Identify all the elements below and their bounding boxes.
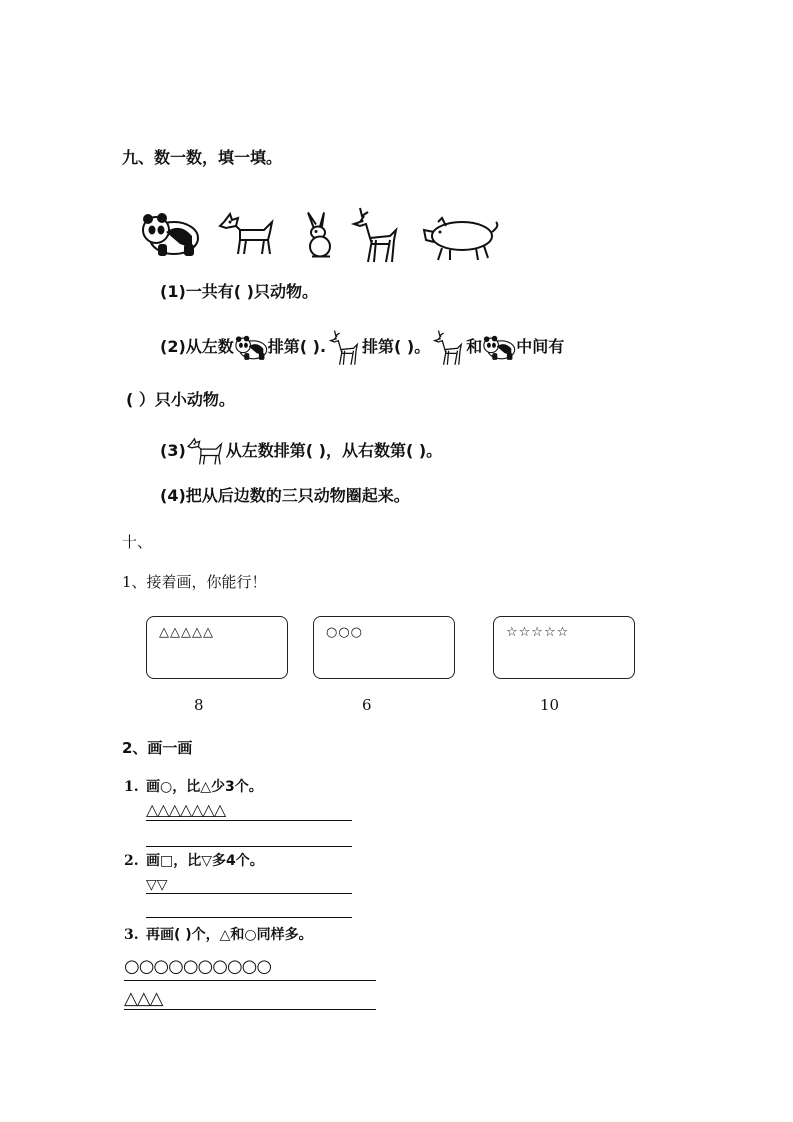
box-shapes: ☆☆☆☆☆ xyxy=(506,625,570,640)
question-4: (4)把从后边数的三只动物圈起来。 xyxy=(160,486,410,505)
answer-line[interactable] xyxy=(146,893,352,894)
deer-icon xyxy=(326,328,362,366)
item-2-label: 2. xyxy=(124,853,139,869)
item-3-triangles: △△△ xyxy=(124,988,163,1009)
question-3-line xyxy=(160,436,442,466)
section-9-title: 九、数一数，填一填。 xyxy=(122,148,283,167)
item-1-text: 画○，比△少3个。 xyxy=(146,779,263,795)
question-2-line xyxy=(160,332,564,362)
question-3-text-b: 从左数排第( )，从右数第( )。 xyxy=(225,441,443,460)
box-shapes: ○○○ xyxy=(326,625,364,640)
subsection-2-title: 2、画一画 xyxy=(122,739,193,757)
question-2-text-e: 中间有 xyxy=(516,337,565,356)
animal-row xyxy=(140,200,510,270)
answer-line[interactable] xyxy=(146,846,352,847)
deer-icon xyxy=(430,328,466,366)
item-1-label: 1. xyxy=(124,779,139,795)
box-target-number: 10 xyxy=(540,696,560,714)
box-target-number: 8 xyxy=(194,696,204,714)
answer-line[interactable] xyxy=(146,820,352,821)
subsection-1-title: 1、接着画，你能行！ xyxy=(122,573,267,591)
panda-icon xyxy=(140,208,200,258)
question-2-text-c: 排第( )。 xyxy=(362,337,431,356)
drawing-box[interactable] xyxy=(493,616,635,679)
question-3-text-a: (3) xyxy=(160,441,186,460)
dog-icon xyxy=(186,435,226,467)
drawing-box[interactable] xyxy=(146,616,288,679)
item-2-shapes: ▽▽ xyxy=(146,877,168,893)
pig-icon xyxy=(420,214,500,264)
answer-line[interactable] xyxy=(146,917,352,918)
drawing-box[interactable] xyxy=(313,616,455,679)
panda-icon xyxy=(482,333,516,361)
item-3-text: 再画( )个，△和○同样多。 xyxy=(146,927,313,943)
answer-line[interactable] xyxy=(124,1009,376,1010)
item-2-text: 画□，比▽多4个。 xyxy=(146,853,264,869)
question-1: (1)一共有( )只动物。 xyxy=(160,282,318,301)
question-2-text-b: 排第( ). xyxy=(267,337,327,356)
item-1-shapes: △△△△△△△ xyxy=(146,800,226,819)
question-2-continued: ( ）只小动物。 xyxy=(126,390,235,409)
item-3-circles: ○○○○○○○○○○ xyxy=(124,956,272,977)
panda-icon xyxy=(234,333,268,361)
section-10-title: 十、 xyxy=(122,533,153,551)
box-shapes: △△△△△ xyxy=(159,625,214,640)
rabbit-icon xyxy=(300,208,340,263)
question-2-text-a: (2)从左数 xyxy=(160,337,234,356)
box-target-number: 6 xyxy=(362,696,372,714)
item-3-label: 3. xyxy=(124,927,139,943)
deer-icon xyxy=(350,204,400,264)
question-2-text-d: 和 xyxy=(466,337,483,356)
answer-line[interactable] xyxy=(124,980,376,981)
dog-icon xyxy=(218,208,278,258)
